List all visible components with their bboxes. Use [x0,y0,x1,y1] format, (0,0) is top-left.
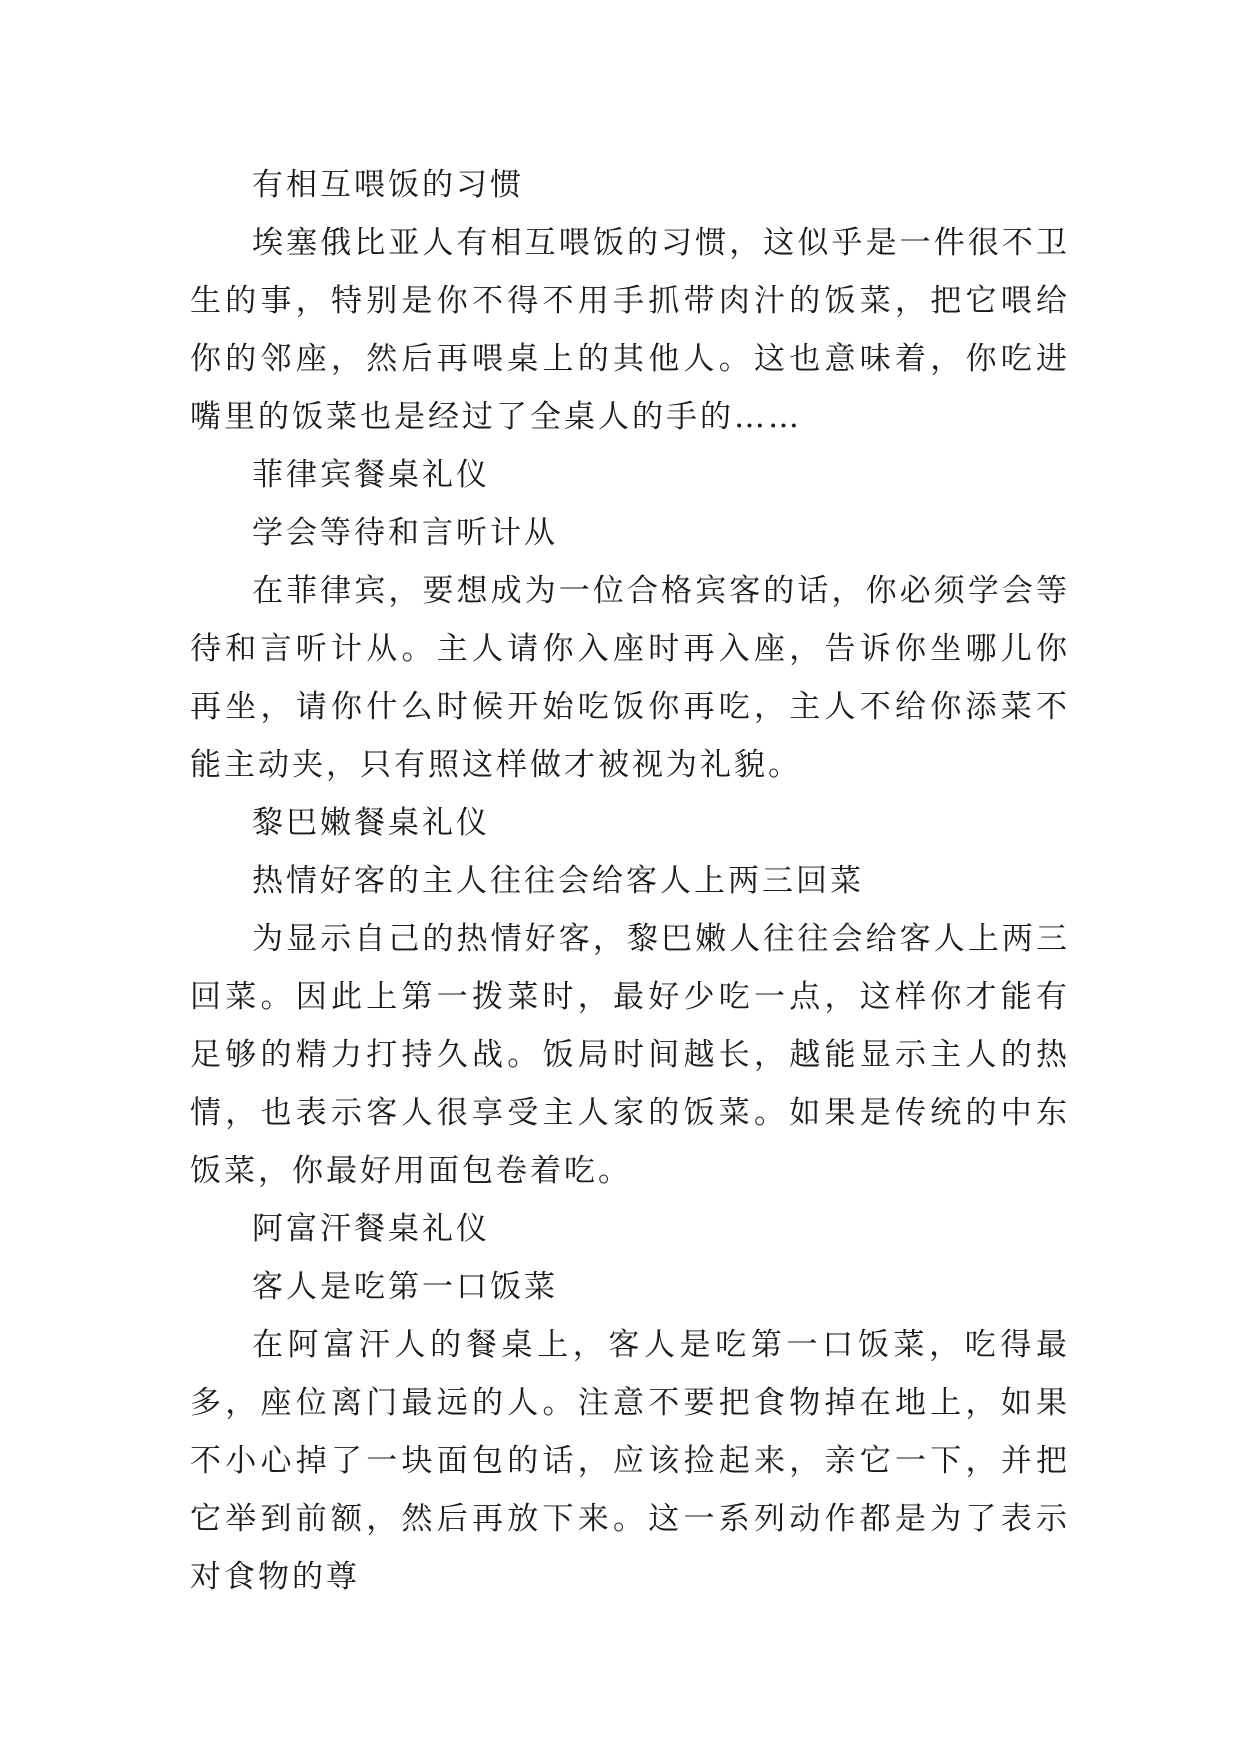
paragraph-lebanon: 为显示自己的热情好客，黎巴嫩人往往会给客人上两三回菜。因此上第一拨菜时，最好少吃一点，这样你才能有足够的精力打持久战。饭局时间越长，越能显示主人的热情，也表示客人很享受主人家的饭菜。如果是传统的中东饭菜，你最好用面包卷着吃。 [190,921,1070,1189]
subheading-lebanon: 热情好客的主人往往会给客人上两三回菜 [252,863,864,899]
paragraph-afghanistan: 在阿富汗人的餐桌上，客人是吃第一口饭菜，吃得最多，座位离门最远的人。注意不要把食物掉在地上，如果不小心掉了一块面包的话，应该捡起来，亲它一下，并把它举到前额，然后再放下来。这一系列动作都是为了表示对食物的尊 [190,1327,1070,1595]
paragraph-ethiopia: 埃塞俄比亚人有相互喂饭的习惯，这似乎是一件很不卫生的事，特别是你不得不用手抓带肉汁的饭菜，把它喂给你的邻座，然后再喂桌上的其他人。这也意味着，你吃进嘴里的饭菜也是经过了全桌人的手的…… [190,225,1070,435]
paragraph-philippines: 在菲律宾，要想成为一位合格宾客的话，你必须学会等待和言听计从。主人请你入座时再入座，告诉你坐哪儿你再坐，请你什么时候开始吃饭你再吃，主人不给你添菜不能主动夹，只有照这样做才被视为礼貌。 [190,573,1070,783]
heading-philippines: 菲律宾餐桌礼仪 [252,457,490,493]
subheading-philippines: 学会等待和言听计从 [252,515,558,551]
heading-feeding-habit: 有相互喂饭的习惯 [252,167,524,203]
heading-afghanistan: 阿富汗餐桌礼仪 [252,1211,490,1247]
heading-lebanon: 黎巴嫩餐桌礼仪 [252,805,490,841]
document-body [190,156,1070,1606]
subheading-afghanistan: 客人是吃第一口饭菜 [252,1269,558,1305]
